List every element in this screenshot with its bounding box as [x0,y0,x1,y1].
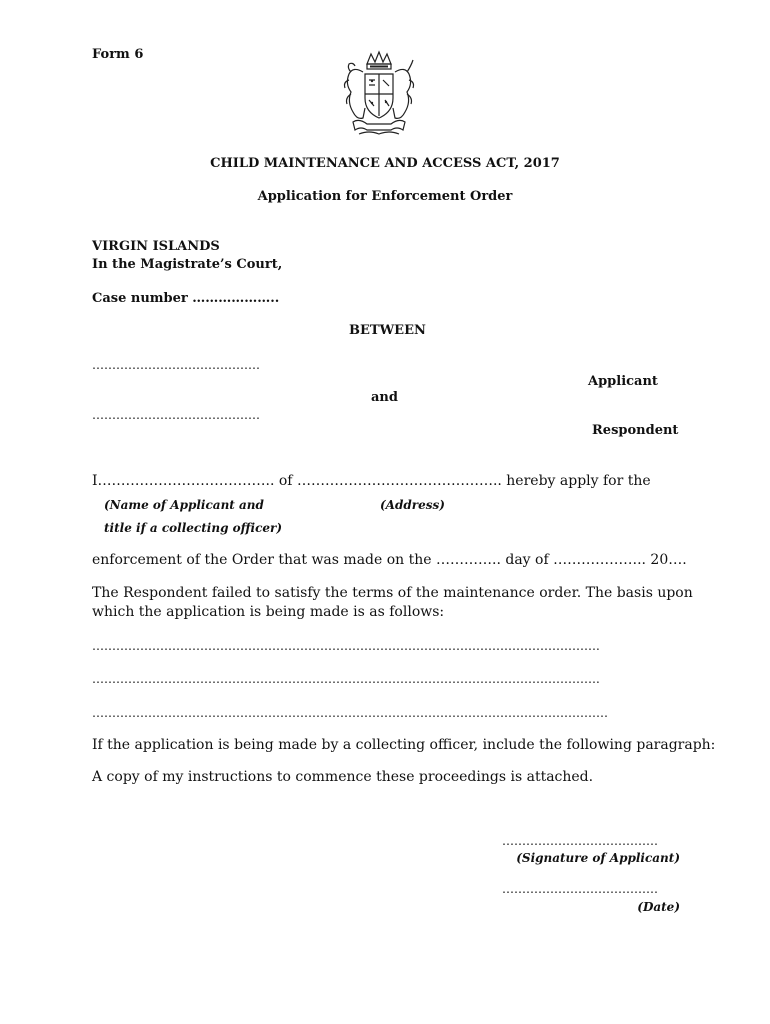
respondent-name-blank: …………………………………… [92,408,260,422]
basis-line: ………………………………………………………………………………………………………………… [92,706,608,720]
name-note: (Name of Applicant and [104,498,264,512]
case-number-field: Case number ……………….. [92,291,280,306]
title-note: title if a collecting officer) [104,521,283,535]
basis-line: ………………………………………………………………………………………………………………. [92,639,600,653]
failed-line-2: which the application is being made is as follows: [92,604,445,620]
applicant-name-blank: …………………………………… [92,358,260,372]
coat-of-arms-icon [339,50,419,138]
signature-label: (Signature of Applicant) [516,851,680,865]
applicant-label: Applicant [588,374,658,389]
form-title: CHILD MAINTENANCE AND ACCESS ACT, 2017 [210,156,560,171]
between-heading: BETWEEN [349,323,426,338]
and-label: and [371,390,398,405]
address-note: (Address) [380,498,445,512]
form-subtitle: Application for Enforcement Order [257,189,513,204]
signature-blank: ………………………………… [502,834,658,848]
form-label: Form 6 [92,47,144,62]
failed-line-1: The Respondent failed to satisfy the terms of the maintenance order. The basis upon [92,585,693,601]
apply-line: I……………………………….. of …………………………………….. hereby apply for the [92,473,651,489]
enforcement-line: enforcement of the Order that was made on the ………….. day of ……………….. 20…. [92,552,687,568]
basis-line: ………………………………………………………………………………………………………………. [92,672,600,686]
date-blank: ………………………………… [502,882,658,896]
date-label: (Date) [637,900,680,914]
respondent-label: Respondent [592,423,679,438]
copy-attached-note: A copy of my instructions to commence these proceedings is attached. [92,769,594,785]
jurisdiction: VIRGIN ISLANDS [92,239,220,254]
collecting-officer-note: If the application is being made by a collecting officer, include the following paragraph: [92,737,716,753]
court-name: In the Magistrate’s Court, [92,257,283,272]
